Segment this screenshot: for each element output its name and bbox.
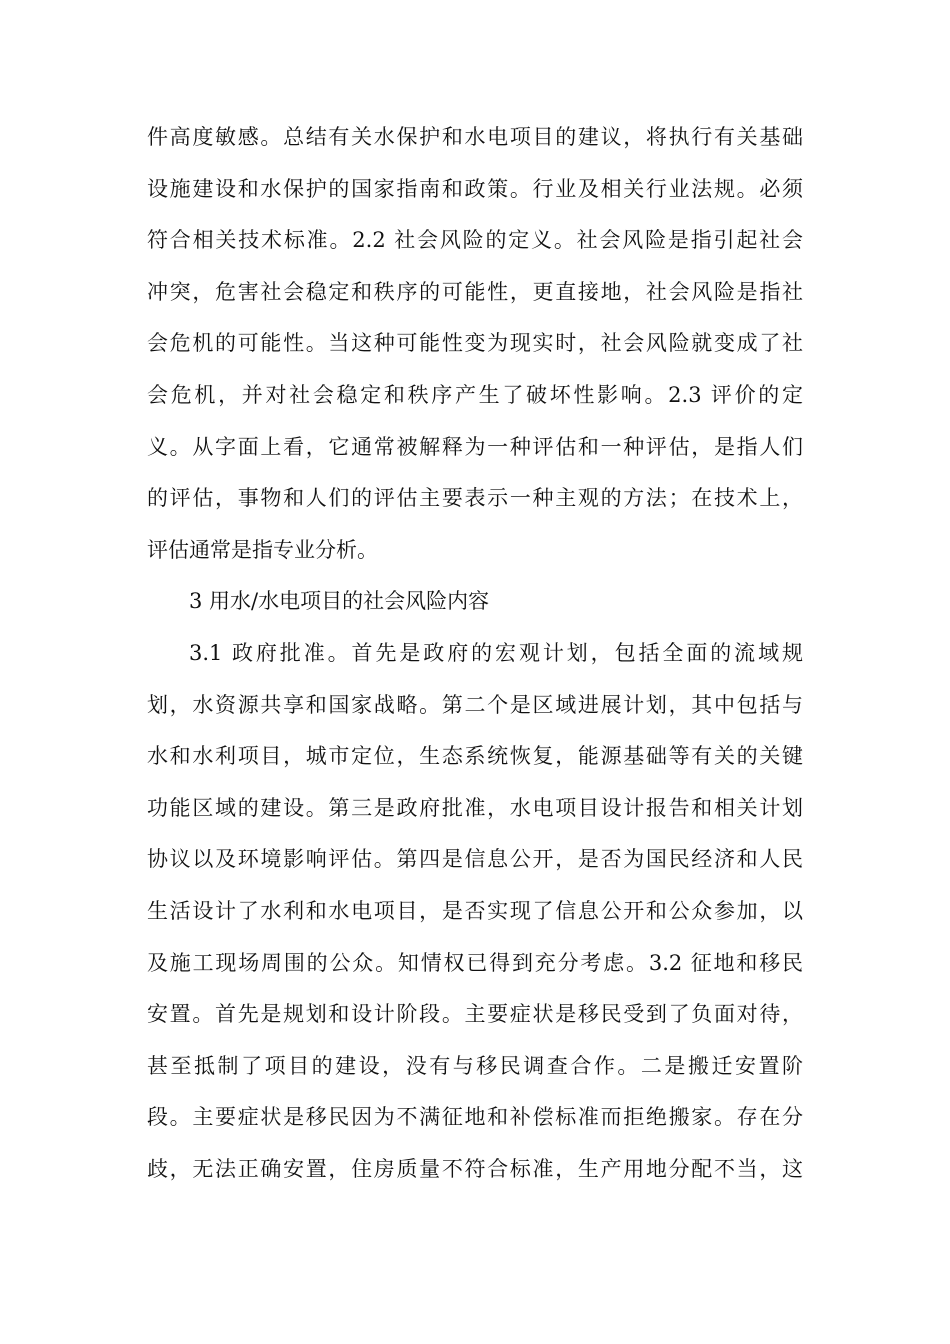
text-line: 会危机的可能性。当这种可能性变为现实时，社会风险就变成了社 bbox=[147, 331, 803, 356]
text-line: 及施工现场周围的公众。知情权已得到充分考虑。3.2 征地和移民 bbox=[147, 950, 803, 975]
text-line: 符合相关技术标准。2.2 社会风险的定义。社会风险是指引起社会 bbox=[147, 228, 803, 253]
text-line: 协议以及环境影响评估。第四是信息公开，是否为国民经济和人民 bbox=[147, 847, 803, 872]
text-line: 的评估，事物和人们的评估主要表示一种主观的方法；在技术上， bbox=[147, 486, 803, 511]
text-line: 划，水资源共享和国家战略。第二个是区域进展计划，其中包括与 bbox=[147, 692, 803, 717]
text-line: 生活设计了水利和水电项目，是否实现了信息公开和公众参加，以 bbox=[147, 898, 803, 923]
text-line: 冲突，危害社会稳定和秩序的可能性，更直接地，社会风险是指社 bbox=[147, 279, 803, 304]
section-heading: 3 用水/水电项目的社会风险内容 bbox=[189, 589, 490, 614]
text-line: 安置。首先是规划和设计阶段。主要症状是移民受到了负面对待， bbox=[147, 1002, 803, 1027]
text-line: 设施建设和水保护的国家指南和政策。行业及相关行业法规。必须 bbox=[147, 176, 803, 201]
text-line: 水和水利项目，城市定位，生态系统恢复，能源基础等有关的关键 bbox=[147, 744, 803, 769]
document-page bbox=[147, 112, 803, 1195]
text-line: 功能区域的建设。第三是政府批准，水电项目设计报告和相关计划 bbox=[147, 795, 803, 820]
text-line: 评估通常是指专业分析。 bbox=[147, 537, 378, 562]
text-line: 甚至抵制了项目的建设，没有与移民调查合作。二是搬迁安置阶 bbox=[147, 1053, 803, 1078]
text-line: 会危机，并对社会稳定和秩序产生了破坏性影响。2.3 评价的定 bbox=[147, 382, 803, 407]
text-line: 3.1 政府批准。首先是政府的宏观计划，包括全面的流域规 bbox=[189, 640, 803, 665]
text-line: 件高度敏感。总结有关水保护和水电项目的建议，将执行有关基础 bbox=[147, 125, 803, 149]
text-line: 歧，无法正确安置，住房质量不符合标准，生产用地分配不当，这 bbox=[147, 1156, 803, 1181]
text-line: 义。从字面上看，它通常被解释为一种评估和一种评估，是指人们 bbox=[147, 434, 803, 459]
text-line: 段。主要症状是移民因为不满征地和补偿标准而拒绝搬家。存在分 bbox=[147, 1105, 803, 1130]
